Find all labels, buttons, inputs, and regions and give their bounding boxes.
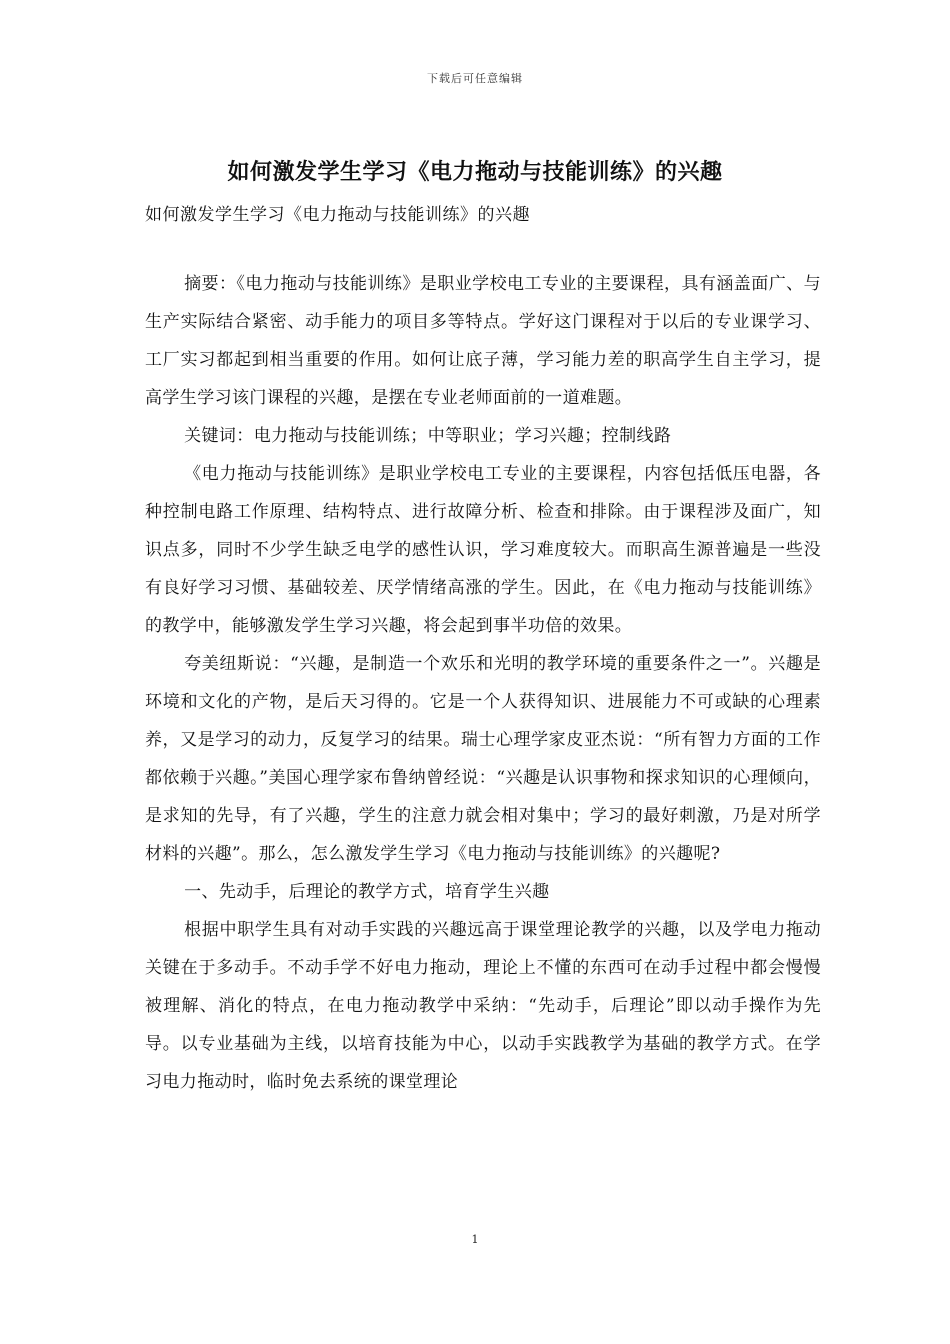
abstract-paragraph: 摘要：《电力拖动与技能训练》是职业学校电工专业的主要课程，具有涵盖面广、与生产实际结合紧密、动手能力的项目多等特点。学好这门课程对于以后的专业课学习、工厂实习都起到相当重要的作用。如何让底子薄，学习能力差的职高学生自主学习，提高学生学习该门课程的兴趣，是摆在专业老师面前的一道难题。 <box>145 274 821 408</box>
header-note: 下载后可任意编辑 <box>427 72 523 85</box>
document-body <box>145 265 821 1101</box>
body-paragraph: 《电力拖动与技能训练》是职业学校电工专业的主要课程，内容包括低压电器，各种控制电路工作原理、结构特点、进行故障分析、检查和排除。由于课程涉及面广，知识点多，同时不少学生缺乏电学的感性认识，学习难度较大。而职高生源普遍是一些没有良好学习习惯、基础较差、厌学情绪高涨的学生。因此，在《电力拖动与技能训练》的教学中，能够激发学生学习兴趣，将会起到事半功倍的效果。 <box>145 464 821 636</box>
body-paragraph: 夸美纽斯说：“兴趣，是制造一个欢乐和光明的教学环境的重要条件之一”。兴趣是环境和文化的产物，是后天习得的。它是一个人获得知识、进展能力不可或缺的心理素养，又是学习的动力，反复学习的结果。瑞士心理学家皮亚杰说：“所有智力方面的工作都依赖于兴趣。”美国心理学家布鲁纳曾经说：“兴趣是认识事物和探求知识的心理倾向，是求知的先导，有了兴趣，学生的注意力就会相对集中；学习的最好刺激，乃是对所学材料的兴趣”。那么，怎么激发学生学习《电力拖动与技能训练》的兴趣呢? <box>145 654 821 864</box>
page-number: 1 <box>471 1233 479 1246</box>
keywords-paragraph: 关键词：电力拖动与技能训练；中等职业；学习兴趣；控制线路 <box>184 426 672 446</box>
document-subtitle: 如何激发学生学习《电力拖动与技能训练》的兴趣 <box>145 205 530 225</box>
body-paragraph: 根据中职学生具有对动手实践的兴趣远高于课堂理论教学的兴趣，以及学电力拖动关键在于多动手。不动手学不好电力拖动，理论上不懂的东西可在动手过程中都会慢慢被理解、消化的特点，在电力拖动教学中采纳：“先动手，后理论”即以动手操作为先导。以专业基础为主线，以培育技能为中心，以动手实践教学为基础的教学方式。在学习电力拖动时，临时免去系统的课堂理论 <box>145 920 821 1092</box>
section-heading: 一、先动手，后理论的教学方式，培育学生兴趣 <box>184 882 550 902</box>
document-title: 如何激发学生学习《电力拖动与技能训练》的兴趣 <box>227 159 723 185</box>
